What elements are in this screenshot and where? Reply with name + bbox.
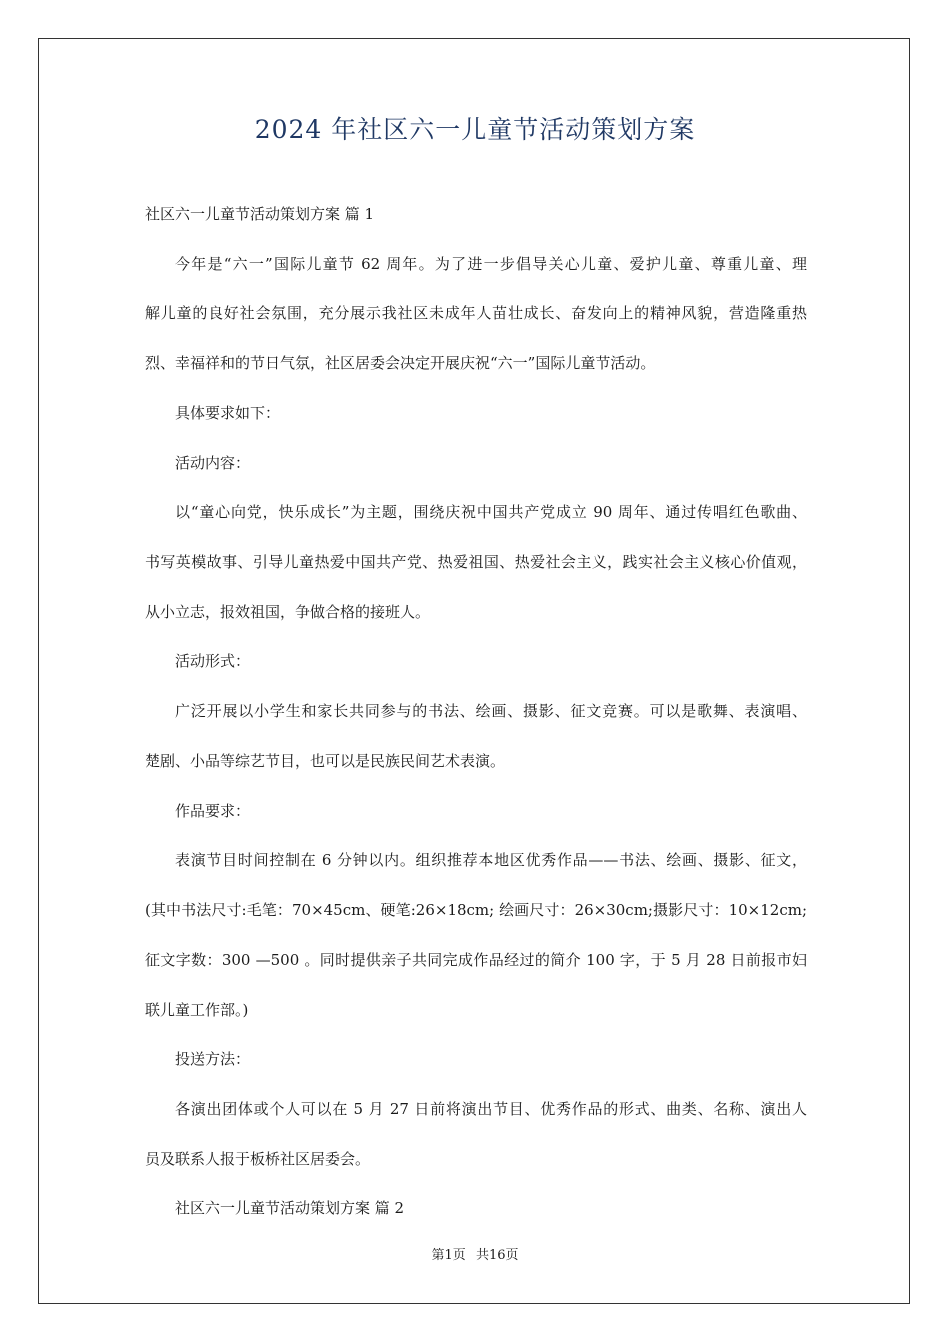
subheading-submission-method: 投送方法： [175,1050,251,1068]
subheading-activity-form: 活动形式： [175,652,251,670]
subheading-work-requirements: 作品要求： [175,802,251,820]
paragraph-line: 表演节目时间控制在 6 分钟以内。组织推荐本地区优秀作品——书法、绘画、摄影、征文， [175,851,807,869]
paragraph-line: 以“童心向党，快乐成长”为主题，围绕庆祝中国共产党成立 90 周年、通过传唱红色歌曲、 [175,503,807,521]
paragraph-line: 烈、幸福祥和的节日气氛，社区居委会决定开展庆祝“六一”国际儿童节活动。 [145,354,656,372]
paragraph-line: 各演出团体或个人可以在 5 月 27 日前将演出节目、优秀作品的形式、曲类、名称、演出人 [175,1100,807,1118]
subheading-activity-content: 活动内容： [175,454,251,472]
paragraph-line: 解儿童的良好社会氛围，充分展示我社区未成年人苗壮成长、奋发向上的精神风貌，营造隆重热 [145,304,807,322]
paragraph-line: 今年是“六一”国际儿童节 62 周年。为了进一步倡导关心儿童、爱护儿童、尊重儿童、理 [175,255,807,273]
page-footer [0,1247,950,1265]
paragraph-line: 书写英模故事、引导儿童热爱中国共产党、热爱祖国、热爱社会主义，践实社会主义核心价值观， [145,553,807,571]
paragraph-line: 联儿童工作部。) [145,1001,249,1019]
paragraph-line: 广泛开展以小学生和家长共同参与的书法、绘画、摄影、征文竞赛。可以是歌舞、表演唱、 [175,702,807,720]
paragraph-line: (其中书法尺寸:毛笔：70×45cm、硬笔:26×18cm; 绘画尺寸：26×30cm;摄影尺寸：10×12cm; [145,901,807,919]
section-heading-2: 社区六一儿童节活动策划方案 篇 2 [175,1199,405,1217]
page-number: 第1页 [431,1248,466,1263]
paragraph-line: 楚剧、小品等综艺节目，也可以是民族民间艺术表演。 [145,752,506,770]
page-total: 共16页 [475,1248,519,1263]
paragraph-line: 员及联系人报于板桥社区居委会。 [145,1150,371,1168]
paragraph-line: 从小立志，报效祖国，争做合格的接班人。 [145,603,431,621]
document-title: 2024 年社区六一儿童节活动策划方案 [254,115,696,144]
paragraph-line: 具体要求如下： [175,404,281,422]
paragraph-line: 征文字数：300 —500 。同时提供亲子共同完成作品经过的简介 100 字，于 5 月 28 日前报市妇 [145,951,807,969]
section-heading-1: 社区六一儿童节活动策划方案 篇 1 [145,205,375,223]
